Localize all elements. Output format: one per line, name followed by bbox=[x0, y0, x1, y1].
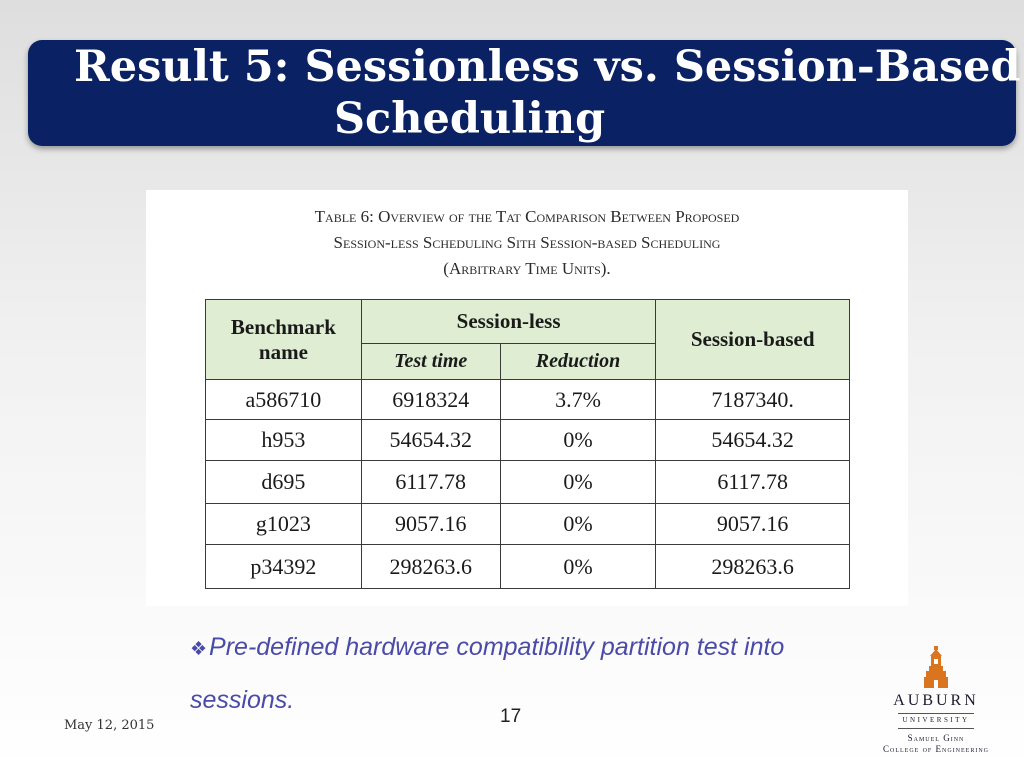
slide-title-line-2: Scheduling bbox=[334, 94, 606, 144]
diamond-bullet-icon: ❖ bbox=[190, 639, 208, 660]
page-number: 17 bbox=[500, 706, 522, 727]
cell-reduction: 0% bbox=[500, 545, 656, 589]
table-panel bbox=[146, 190, 908, 606]
cell-test-time: 6918324 bbox=[361, 380, 500, 420]
bullet-point bbox=[190, 622, 890, 725]
header-benchmark-name: Benchmark name bbox=[206, 300, 362, 380]
caption-line: Table 6: Overview of the Tat Comparison Between Proposed bbox=[314, 207, 740, 226]
header-reduction: Reduction bbox=[500, 344, 656, 380]
cell-benchmark: p34392 bbox=[206, 545, 362, 589]
header-session-less: Session-less bbox=[361, 300, 656, 344]
logo-name: AUBURN bbox=[893, 692, 979, 709]
table-caption bbox=[146, 204, 908, 282]
cell-session-based: 7187340. bbox=[656, 380, 850, 420]
cell-benchmark: g1023 bbox=[206, 504, 362, 545]
logo-divider bbox=[898, 713, 974, 714]
tower-icon bbox=[922, 646, 950, 688]
cell-session-based: 298263.6 bbox=[656, 545, 850, 589]
cell-session-based: 9057.16 bbox=[656, 504, 850, 545]
cell-session-based: 6117.78 bbox=[656, 461, 850, 504]
caption-line: (Arbitrary Time Units). bbox=[443, 259, 611, 278]
cell-test-time: 6117.78 bbox=[361, 461, 500, 504]
table-row bbox=[206, 545, 850, 589]
table-row bbox=[206, 420, 850, 461]
table-row bbox=[206, 380, 850, 420]
cell-test-time: 9057.16 bbox=[361, 504, 500, 545]
results-table bbox=[205, 299, 850, 589]
cell-reduction: 3.7% bbox=[500, 380, 656, 420]
logo-university: UNIVERSITY bbox=[902, 716, 970, 724]
header-test-time: Test time bbox=[361, 344, 500, 380]
logo-samuel-ginn: Samuel Ginn bbox=[907, 733, 965, 743]
table-row bbox=[206, 461, 850, 504]
cell-reduction: 0% bbox=[500, 504, 656, 545]
cell-test-time: 54654.32 bbox=[361, 420, 500, 461]
logo-college: College of Engineering bbox=[883, 744, 989, 754]
slide-title-line-1: Result 5: Sessionless vs. Session-Based bbox=[74, 42, 1021, 92]
cell-benchmark: d695 bbox=[206, 461, 362, 504]
cell-session-based: 54654.32 bbox=[656, 420, 850, 461]
header-session-based: Session-based bbox=[656, 300, 850, 380]
auburn-logo bbox=[866, 646, 1006, 756]
cell-benchmark: h953 bbox=[206, 420, 362, 461]
footer-date: May 12, 2015 bbox=[64, 718, 155, 733]
caption-line: Session-less Scheduling Sith Session-based Scheduling bbox=[333, 233, 721, 252]
table-row bbox=[206, 504, 850, 545]
cell-reduction: 0% bbox=[500, 461, 656, 504]
cell-test-time: 298263.6 bbox=[361, 545, 500, 589]
bullet-text: Pre-defined hardware compatibility partition test into sessions. bbox=[190, 633, 785, 714]
slide-title-bar bbox=[28, 40, 1021, 146]
cell-benchmark: a586710 bbox=[206, 380, 362, 420]
logo-divider bbox=[898, 728, 974, 729]
cell-reduction: 0% bbox=[500, 420, 656, 461]
